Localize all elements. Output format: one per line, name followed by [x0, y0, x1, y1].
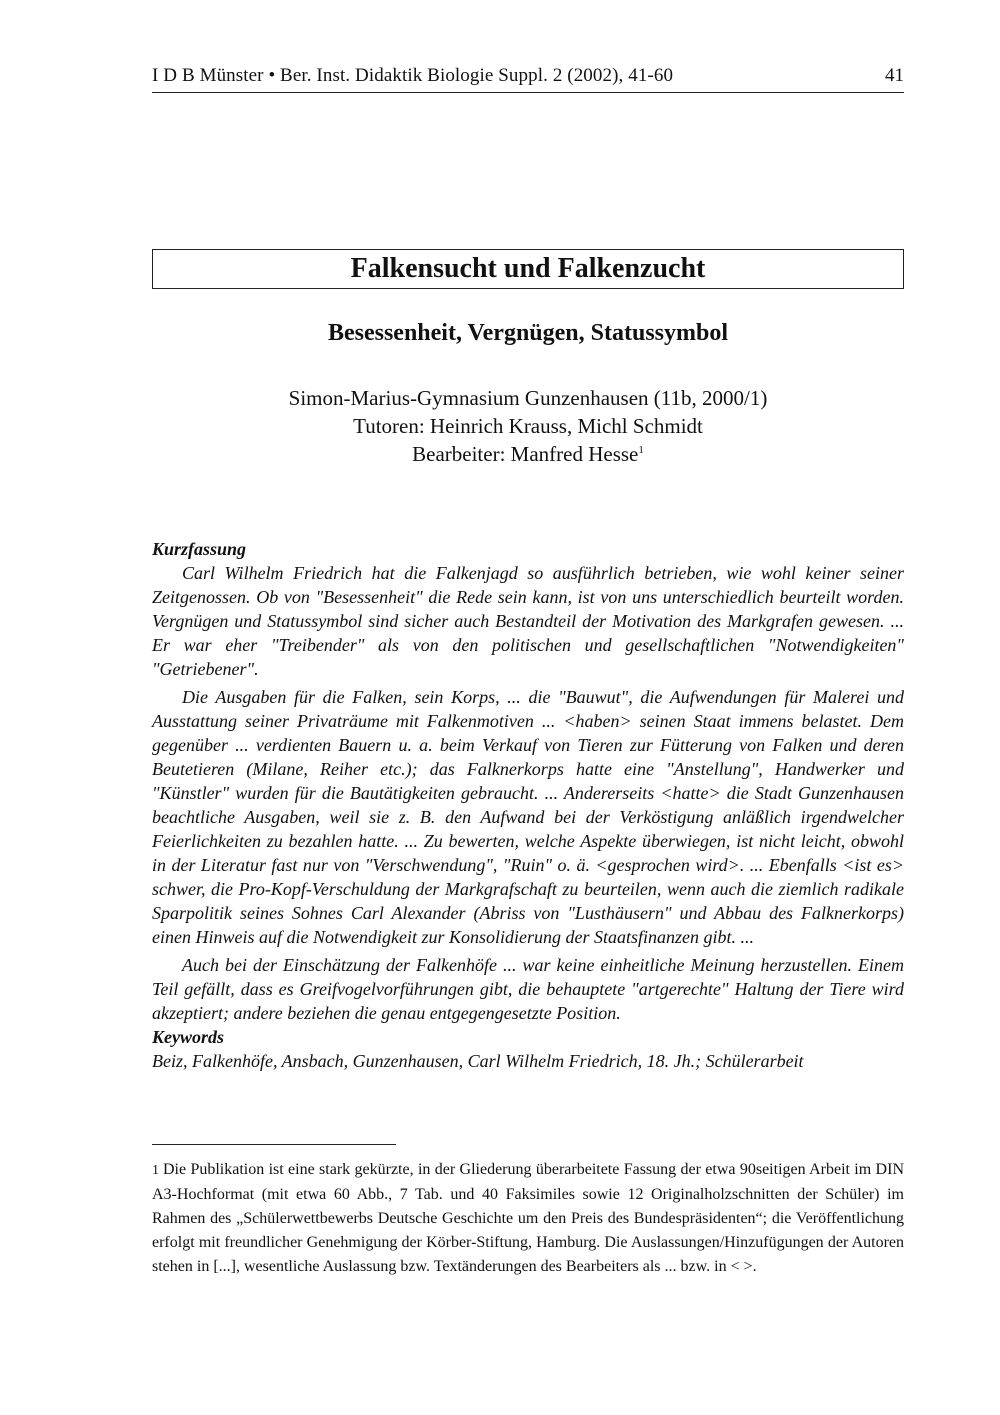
abstract: [152, 537, 904, 1073]
abstract-paragraph: Carl Wilhelm Friedrich hat die Falkenjagd so ausführlich betrieben, wie wohl keiner seiner Zeitgenossen. Ob von "Besessenheit" die Rede sein kann, ist von uns unterschiedlich beurteilt worden. Vergnügen und Statussymbol sind sicher auch Bestandteil der Motivation des Markgrafen gewesen. ... Er war eher "Treibender" als von den politischen und gesellschaftlichen "Notwendigkeiten" "Getriebener".: [152, 563, 904, 679]
tutors: Tutoren: Heinrich Krauss, Michl Schmidt: [353, 414, 703, 438]
editor-line: [152, 440, 904, 468]
running-head: [152, 64, 904, 93]
editor: Bearbeiter: Manfred Hesse: [412, 442, 639, 466]
footnote-divider: [152, 1144, 396, 1145]
journal-citation: I D B Münster • Ber. Inst. Didaktik Biologie Suppl. 2 (2002), 41-60: [152, 65, 674, 86]
keywords: Beiz, Falkenhöfe, Ansbach, Gunzenhausen, Carl Wilhelm Friedrich, 18. Jh.; Schülerarbeit: [152, 1051, 804, 1071]
institution: Simon-Marius-Gymnasium Gunzenhausen (11b, 2000/1): [288, 386, 768, 410]
page-number: 41: [885, 65, 904, 86]
footnote-reference: 1: [638, 444, 644, 456]
footnote-mark: 1: [152, 1163, 159, 1178]
abstract-heading: Kurzfassung: [152, 539, 247, 559]
footnote: [152, 1158, 904, 1279]
article-subtitle: Besessenheit, Vergnügen, Statussymbol: [327, 320, 729, 346]
footnote-text: Die Publikation ist eine stark gekürzte, in der Gliederung überarbeitete Fassung der etwa 90seitigen Arbeit im DIN A3-Hochformat (mit etwa 60 Abb., 7 Tab. und 40 Faksimiles sowie 12 Originalholzschnitten der Schüler) im Rahmen des „Schülerwettbewerbs Deutsche Geschichte um den Preis des Bundespräsidenten“; die Veröffentlichung erfolgt mit freundlicher Genehmigung der Körber-Stiftung, Hamburg. Die Auslassungen/Hinzufügungen der Autoren stehen in [...], wesentliche Auslassung bzw. Textänderungen des Bearbeiters als ... bzw. in < >.: [152, 1161, 904, 1275]
author-block: [152, 384, 904, 468]
abstract-paragraph: Die Ausgaben für die Falken, sein Korps, ... die "Bauwut", die Aufwendungen für Malerei und Ausstattung seiner Privaträume mit Falkenmotiven ... <haben> seinen Staat immens belastet. Dem gegenüber ... verdienten Bauern u. a. beim Verkauf von Tieren zur Fütterung von Falken und deren Beutetieren (Milane, Reiher etc.); das Falknerkorps hatte eine "Anstellung", Handwerker und "Künstler" wurden für die Bautätigkeiten gebraucht. ... Andererseits <hatte> die Stadt Gunzenhausen beachtliche Ausgaben, weil sie z. B. den Aufwand bei der Verköstigung anläßlich irgendwelcher Feierlichkeiten zu bezahlen hatte. ... Zu bewerten, welche Aspekte überwiegen, ist nicht leicht, obwohl in der Literatur fast nur von "Verschwendung", "Ruin" o. ä. <gesprochen wird>. ... Ebenfalls <ist es> schwer, die Pro-Kopf-Verschuldung der Markgrafschaft zu beurteilen, wenn auch die ziemlich radikale Sparpolitik seines Sohnes Carl Alexander (Abriss von "Lusthäusern" und Abbau des Falknerkorps) einen Hinweis auf die Notwendigkeit zur Konsolidierung der Staatsfinanzen gibt. ...: [152, 687, 904, 947]
article-title: Falkensucht und Falkenzucht: [152, 249, 904, 289]
keywords-heading: Keywords: [152, 1027, 224, 1047]
abstract-paragraph: Auch bei der Einschätzung der Falkenhöfe ... war keine einheitliche Meinung herzustellen. Einem Teil gefällt, dass es Greifvogelvorführungen gibt, die behauptete "artgerechte" Haltung der Tiere wird akzeptiert; andere beziehen die genau entgegengesetzte Position.: [152, 955, 904, 1023]
